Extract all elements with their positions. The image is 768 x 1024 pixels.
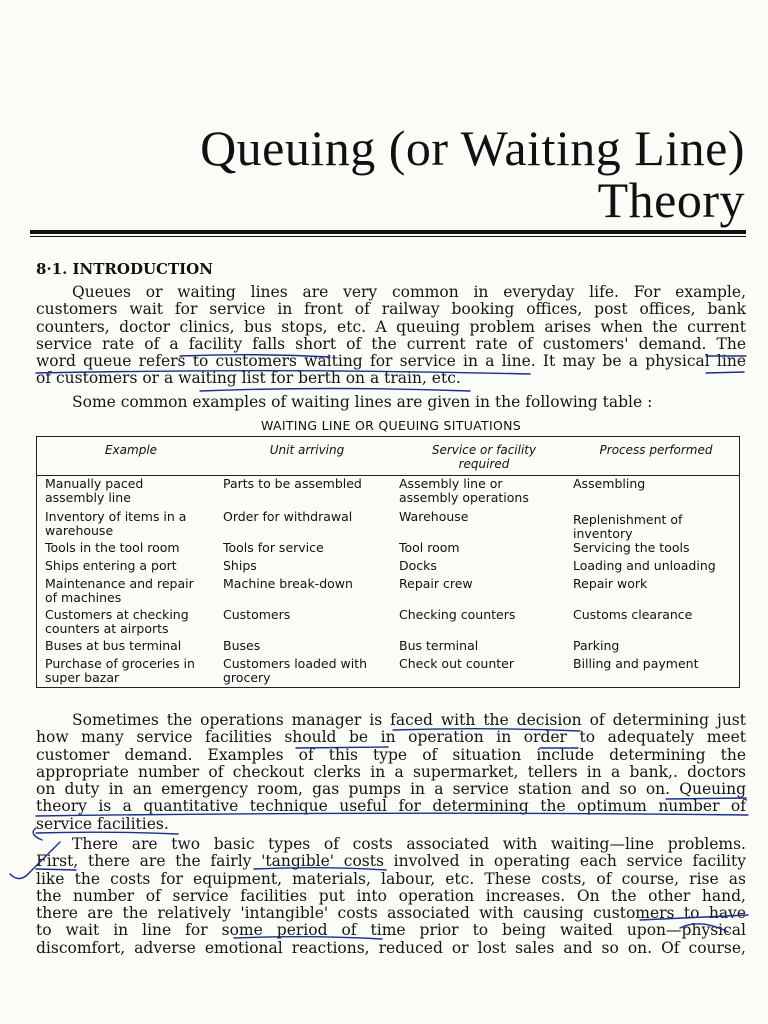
costs-paragraph	[36, 836, 746, 957]
chapter-title-line-1: Queuing (or Waiting Line)	[200, 120, 745, 176]
table-cell: Customers at checking counters at airports	[45, 607, 189, 636]
text-line: how many service facilities should be in operation in order to adequately meet	[36, 728, 746, 747]
table-cell: Order for withdrawal	[223, 509, 353, 524]
table-cell: Machine break-down	[223, 576, 353, 591]
table-cell: Customs clearance	[573, 607, 693, 622]
table-cell: Parts to be assembled	[223, 476, 362, 491]
table-cell: Bus terminal	[399, 638, 479, 653]
table-header-cell: Unit arriving	[269, 443, 345, 457]
table-cell: Ships entering a port	[45, 558, 177, 573]
table-cell: Assembly line or assembly operations	[399, 476, 529, 505]
chapter-title-line-2: Theory	[597, 172, 745, 228]
table-cell: Buses at bus terminal	[45, 638, 182, 653]
text-line: the number of service facilities put into operation increases. On the other hand,	[36, 886, 746, 905]
table-cell: Purchase of groceries in super bazar	[45, 656, 195, 685]
table-intro-paragraph	[36, 394, 746, 411]
table-cell: Parking	[573, 638, 620, 653]
table-cell: Check out counter	[399, 656, 514, 671]
table-cell: Maintenance and repair of machines	[45, 576, 194, 605]
text-line: discomfort, adverse emotional reactions, reduced or lost sales and so on. Of course,	[36, 938, 746, 957]
table-cell: Customers loaded with grocery	[223, 656, 368, 685]
text-line: counters, doctor clinics, bus stops, etc. A queuing problem arises when the current	[36, 317, 746, 336]
text-line: theory is a quantitative technique useful for determining the optimum number of	[36, 797, 746, 816]
table-cell: Tools for service	[223, 540, 324, 555]
text-line: to wait in line for some period of time prior to being waited upon—physical	[36, 921, 746, 940]
title-rule-thick	[30, 230, 746, 234]
table-header-cell: Example	[104, 443, 158, 457]
text-line: Queues or waiting lines are very common in everyday life. For example,	[72, 283, 746, 301]
text-line: like the costs for equipment, materials, labour, etc. These costs, of course, rise as	[36, 869, 746, 888]
text-line: of customers or a waiting list for berth on a train, etc.	[36, 369, 461, 388]
intro-paragraph	[36, 284, 746, 388]
table-cell: Repair crew	[399, 576, 473, 591]
table-cell: Checking counters	[399, 607, 516, 622]
table-header-cell: Service or facility required	[431, 443, 537, 471]
table-cell: Docks	[399, 558, 437, 573]
text-line: customers wait for service in front of railway booking offices, post offices, bank	[36, 300, 746, 319]
underline-waiting-list	[200, 389, 470, 392]
text-line: appropriate number of checkout clerks in a supermarket, tellers in a bank,. doctors	[36, 762, 746, 781]
table-cell: Loading and unloading	[573, 558, 716, 573]
text-line: First, there are the fairly 'tangible' costs involved in operating each service facility	[36, 852, 746, 871]
table-cell: Buses	[223, 638, 261, 653]
table-cell: Inventory of items in a warehouse	[45, 509, 187, 538]
queuing-situations-table	[36, 436, 740, 688]
table-cell: Billing and payment	[573, 656, 699, 671]
title-rule-thin	[30, 236, 746, 237]
table-cell: Tools in the tool room	[45, 540, 180, 555]
table-cell: Warehouse	[399, 509, 469, 524]
table-cell: Tool room	[399, 540, 460, 555]
table-cell: Manually paced assembly line	[45, 476, 144, 505]
text-line: customer demand. Examples of this type of situation include determining the	[36, 745, 746, 764]
table-cell: Customers	[223, 607, 291, 622]
table-caption: WAITING LINE OR QUEUING SITUATIONS	[261, 418, 521, 433]
table-cell: Repair work	[573, 576, 648, 591]
text-line: on duty in an emergency room, gas pumps in a service station and so on. Queuing	[36, 780, 746, 799]
table-cell: Assembling	[573, 476, 646, 491]
table-cell: Replenishment of inventory	[573, 512, 683, 541]
text-line: service rate of a facility falls short of the current rate of customers' demand. The	[36, 334, 746, 353]
text-line: Sometimes the operations manager is faced with the decision of determining just	[72, 711, 746, 729]
section-heading: 8·1. INTRODUCTION	[36, 260, 213, 278]
text-line: Some common examples of waiting lines are given in the following table :	[72, 393, 653, 411]
table-cell: Ships	[223, 558, 257, 573]
text-line: there are the relatively 'intangible' costs associated with causing customers to have	[36, 904, 746, 923]
text-line: There are two basic types of costs associated with waiting—line problems.	[72, 835, 746, 853]
table-header-cell: Process performed	[599, 443, 713, 457]
text-line: word queue refers to customers waiting for service in a line. It may be a physical line	[36, 352, 746, 371]
table-cell: Servicing the tools	[573, 540, 690, 555]
text-line: service facilities.	[36, 814, 169, 833]
operations-paragraph	[36, 712, 746, 833]
